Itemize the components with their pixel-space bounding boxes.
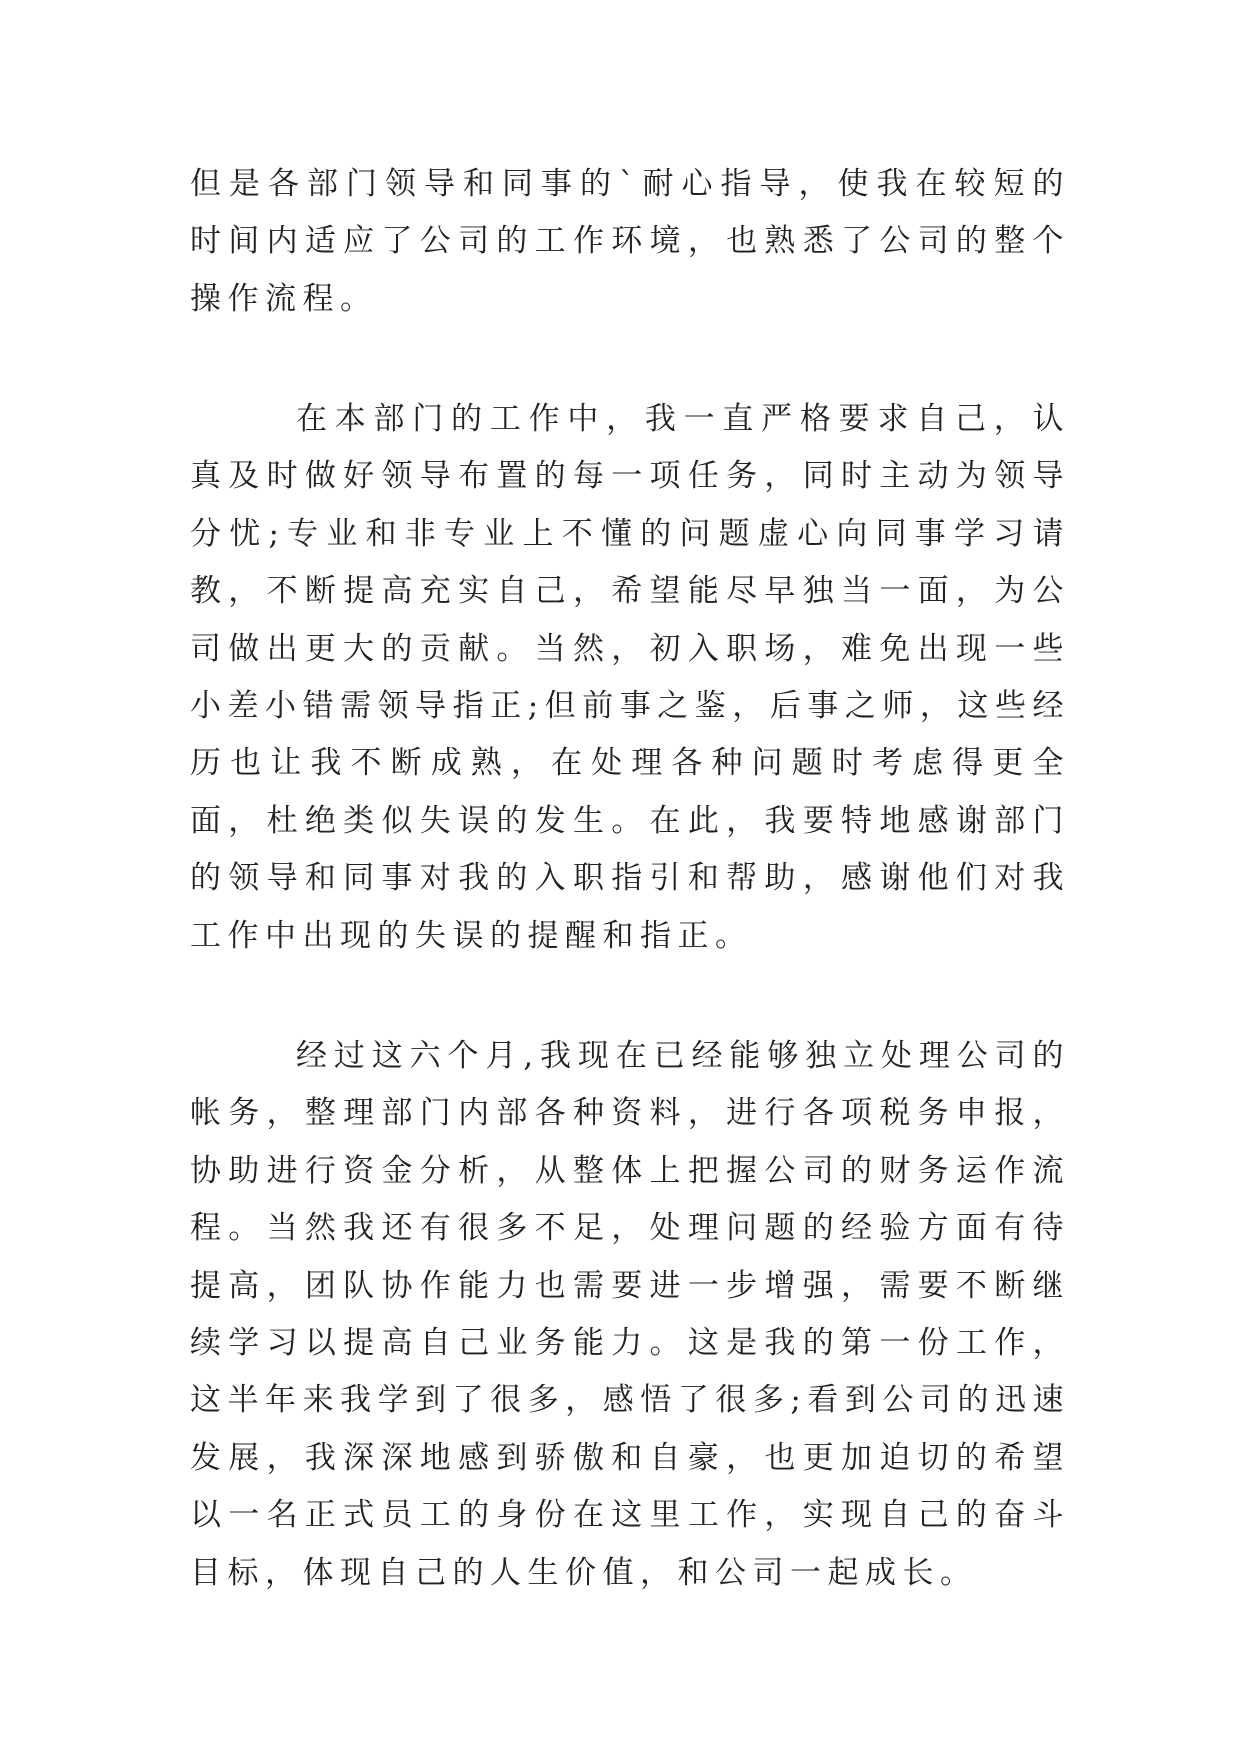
paragraph-six-months-summary: 经过这六个月,我现在已经能够独立处理公司的帐务，整理部门内部各种资料，进行各项税务申报，协助进行资金分析，从整体上把握公司的财务运作流程。当然我还有很多不足，处理问题的经验方面有待提高，团队协作能力也需要进一步增强，需要不断继续学习以提高自己业务能力。这是我的第一份工作，这半年来我学到了很多，感悟了很多;看到公司的迅速发展，我深深地感到骄傲和自豪，也更加迫切的希望以一名正式员工的身份在这里工作，实现自己的奋斗目标，体现自己的人生价值，和公司一起成长。 bbox=[190, 1038, 1070, 1591]
paragraph-department-work: 在本部门的工作中，我一直严格要求自己，认真及时做好领导布置的每一项任务，同时主动为领导分忧;专业和非专业上不懂的问题虚心向同事学习请教，不断提高充实自己，希望能尽早独当一面，为公司做出更大的贡献。当然，初入职场，难免出现一些小差小错需领导指正;但前事之鉴，后事之师，这些经历也让我不断成熟，在处理各种问题时考虑得更全面，杜绝类似失误的发生。在此，我要特地感谢部门的领导和同事对我的入职指引和帮助，感谢他们对我工作中出现的失误的提醒和指正。 bbox=[190, 401, 1070, 954]
paragraph-continuation: 但是各部门领导和同事的`耐心指导，使我在较短的时间内适应了公司的工作环境，也熟悉了公司的整个操作流程。 bbox=[190, 166, 1070, 317]
